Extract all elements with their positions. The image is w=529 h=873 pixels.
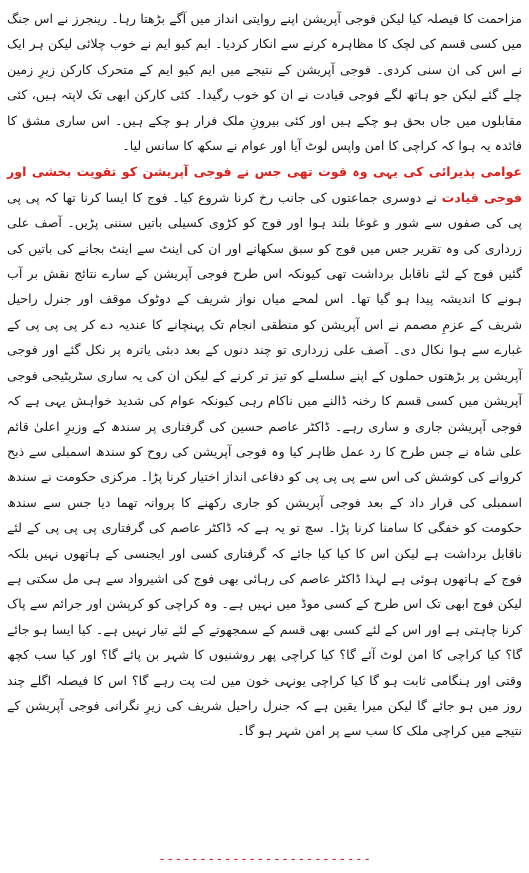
paragraph-1: مزاحمت کا فیصلہ کیا لیکن فوجی آپریشن اپنے روایتی انداز میں آگے بڑھتا رہا۔ رینجرز نے اس جنگ میں کسی قسم کی لچک کا مظاہرہ کرنے سے انکار کردیا۔ ایم کیو ایم نے خوب چلائی لیکن ہر ایک نے اس کی ان سنی کردی۔ فوجی آپریشن کے نتیجے میں ایم کیو ایم کے متحرک کارکن زیرِ زمین چلے گئے لیکن جو ہاتھ لگے فوجی قیادت نے ان کو خوب رگیدا۔ کئی کارکن ابھی تک لاپتہ ہیں، کئی مقابلوں میں جاں بحق ہو چکے ہیں اور کئی بیرونِ ملک فرار ہو چکے ہیں۔ اس ساری مشق کا فائدہ یہ ہوا کہ کراچی کا امن واپس لوٹ آیا اور عوام نے سکھ کا سانس لیا۔ bbox=[7, 11, 522, 154]
end-mark: ۔۔۔۔۔۔۔۔۔۔۔۔۔۔۔۔۔۔۔۔۔۔۔۔۔۔ bbox=[157, 848, 372, 864]
paragraph-2-text: نے دوسری جماعتوں کی جانب رخ کرنا شروع کیا۔ فوج کا ایسا کرنا تھا کہ پی پی پی کی صفوں سے شور و غوغا بلند ہوا اور فوج کو کڑوی کسیلی باتیں سننی پڑیں۔ آصف علی زرداری کی وہ تقریر جس میں فوج کو سبق سکھانے اور ان کی اینٹ سے اینٹ بجانے کی باتیں کی گئیں فوج کے لئے ناقابل برداشت تھی کیونکہ اس طرح فوجی آپریشن کے سارے نتائج نقش بر آب ہونے کا اندیشہ پیدا ہو گیا تھا۔ اس لمحے میاں نواز شریف کے دوٹوک موقف اور جنرل راحیل شریف کے عزمِ مصمم نے اس آپریشن کو منطقی انجام تک پہنچانے کا عندیہ دے کر پی پی پی کے غبارے سے ہوا نکال دی۔ آصف علی زرداری تو چند دنوں کے بعد دبئی یاترہ پر نکل گئے اور فوجی آپریشن پر بڑھتوں حملوں کے اپنے سلسلے کو تیز تر کرنے کے لیکن ان کی یہ ساری سٹریٹیجی فوجی آپریشن میں کسی قسم کا رخنہ ڈالنے میں ناکام رہی کیونکہ عوام کی شدید خواہش یہی ہے کہ فوجی آپریشن جاری و ساری رہے۔ ڈاکٹر عاصم حسین کی گرفتاری پر سندھ کے وزیرِ اعلیٰ قائم علی شاہ نے جس طرح کا رد عمل ظاہر کیا وہ فوجی آپریشن کی روح کو سندھ اسمبلی سے ذبح کروانے کی کوشش کی اس سے پی پی پی کو دفاعی انداز اختیار کرنا پڑا۔ مرکزی حکومت نے سندھ اسمبلی کی قرار داد کے بعد فوجی آپریشن کو جاری رکھنے کا پروانہ تھما دیا جس سے سندھ حکومت کو خفگی کا سامنا کرنا پڑا۔ سچ تو یہ ہے کہ ڈاکٹر عاصم کی گرفتاری پی پی پی کے لئے ناقابل برداشت ہے لیکن اس کا کیا کیا جائے کہ گرفتاری کسی اور ایجنسی کے ہاتھوں نہیں بلکہ فوج کے ہاتھوں ہوئی ہے لہذا ڈاکٹر عاصم کی رہائی بھی فوج کی اشیرواد سے ہی مل سکتی ہے لیکن فوج ابھی تک اس طرح کے کسی موڈ میں نہیں ہے۔ وہ کراچی کو کرپشن اور جرائم سے پاک کرنا چاہتی ہے اور اس کے لئے کسی بھی قسم کے سمجھوتے کے لئے تیار نہیں ہے۔ کیا ایسا ہو جائے گا؟ کیا کراچی کا امن لوٹ آئے گا؟ کیا کراچی پھر روشنیوں کا شہر بن پائے گا؟ اور کیا سب کچھ وقتی اور ہنگامی ثابت ہو گا کیا کراچی یونہی خون میں لت پت رہے گا؟ اس کا فیصلہ اگلے چند روز میں ہو جائے گا لیکن میرا یقین ہے کہ جنرل راحیل شریف کی زیرِ نگرانی فوجی آپریشن کے نتیجے میں کراچی ملک کا سب سے پر امن شہر ہو گا۔ bbox=[7, 189, 522, 739]
highlighted-sentence: عوامی پذیرائی کی یہی وہ قوت تھی جس نے فوجی آپریشن کو تقویت بخشی اور فوجی قیادت bbox=[7, 164, 522, 205]
paragraph-2 bbox=[7, 159, 522, 743]
